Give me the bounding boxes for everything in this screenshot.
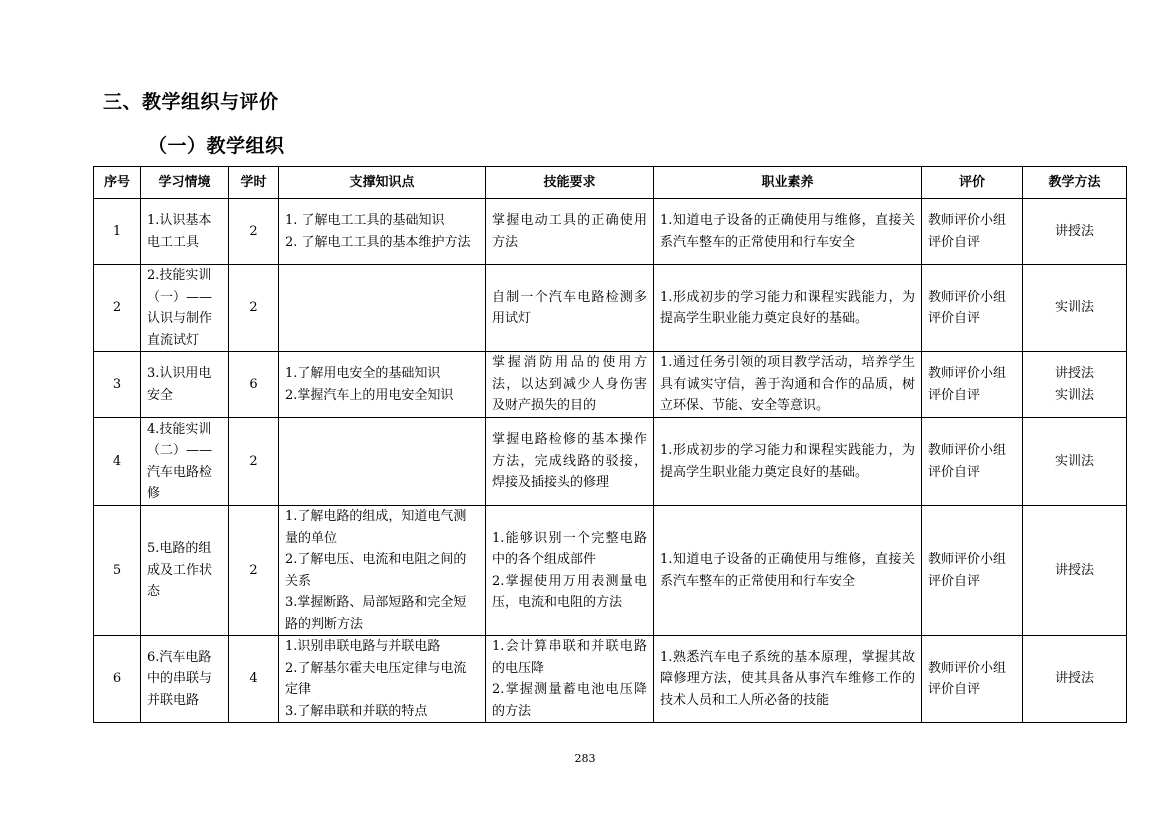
skills-cell	[486, 418, 654, 506]
knowledge-cell	[279, 265, 486, 352]
hours-cell: 2	[229, 418, 279, 506]
method-line: 讲授法	[1054, 366, 1094, 381]
skills-line: 1.能够识别一个完整电路中的各个组成部件	[492, 530, 647, 567]
skills-line: 1.会计算串联和并联电路的电压降	[492, 639, 647, 676]
method-line: 讲授法	[1054, 671, 1094, 687]
hours-cell: 2	[229, 506, 279, 636]
evaluation-cell: 教师评价小组评价自评	[922, 636, 1023, 723]
skills-cell	[486, 506, 654, 636]
hours-cell: 6	[229, 352, 279, 418]
skills-cell	[486, 636, 654, 723]
evaluation-cell: 教师评价小组评价自评	[922, 199, 1023, 265]
knowledge-line: 2.掌握汽车上的用电安全知识	[285, 387, 454, 403]
table-header-row	[94, 167, 1127, 199]
hours-cell: 2	[229, 199, 279, 265]
header-cell: 学习情境	[141, 167, 229, 199]
table-row	[94, 199, 1127, 265]
header-cell: 学时	[229, 167, 279, 199]
method-cell	[1023, 199, 1127, 265]
skills-cell	[486, 265, 654, 352]
knowledge-line: 3.了解串联和并联的特点	[285, 703, 428, 719]
context-cell: 2.技能实训（一）——认识与制作直流试灯	[141, 265, 229, 352]
table-row	[94, 265, 1127, 352]
method-line: 讲授法	[1054, 223, 1094, 239]
skills-cell	[486, 352, 654, 418]
row-number-cell: 3	[94, 352, 141, 418]
table-row	[94, 352, 1127, 418]
knowledge-cell	[279, 352, 486, 418]
context-cell: 4.技能实训（二）——汽车电路检修	[141, 418, 229, 506]
method-cell	[1023, 265, 1127, 352]
quality-cell: 1.通过任务引领的项目教学活动，培养学生具有诚实守信，善于沟通和合作的品质，树立环保、节能、安全等意识。	[654, 352, 922, 418]
quality-cell: 1.形成初步的学习能力和课程实践能力，为提高学生职业能力奠定良好的基础。	[654, 265, 922, 352]
row-number-cell: 4	[94, 418, 141, 506]
table-row	[94, 506, 1127, 636]
header-cell: 职业素养	[654, 167, 922, 199]
header-cell: 序号	[94, 167, 141, 199]
context-cell: 1.认识基本电工工具	[141, 199, 229, 265]
quality-cell: 1.熟悉汽车电子系统的基本原理，掌握其故障修理方法，使其具备从事汽车维修工作的技术人员和工人所必备的技能	[654, 636, 922, 723]
method-line: 讲授法	[1054, 562, 1094, 578]
table-row	[94, 636, 1127, 723]
knowledge-cell	[279, 199, 486, 265]
knowledge-cell	[279, 506, 486, 636]
header-cell: 教学方法	[1023, 167, 1127, 199]
row-number-cell: 6	[94, 636, 141, 723]
knowledge-line: 1.了解电路的组成，知道电气测量的单位	[285, 509, 467, 546]
subsection-heading: （一）教学组织	[148, 135, 285, 157]
method-cell	[1023, 506, 1127, 636]
knowledge-line: 1.识别串联电路与并联电路	[285, 639, 441, 654]
method-line: 实训法	[1054, 300, 1094, 316]
header-cell: 支撑知识点	[279, 167, 486, 199]
method-cell	[1023, 418, 1127, 506]
evaluation-cell: 教师评价小组评价自评	[922, 352, 1023, 418]
method-line: 实训法	[1054, 453, 1094, 469]
knowledge-line: 1. 了解电工工具的基础知识	[285, 213, 445, 228]
context-cell: 3.认识用电安全	[141, 352, 229, 418]
knowledge-line: 3.掌握断路、局部短路和完全短路的判断方法	[285, 595, 467, 632]
skills-line: 掌握电动工具的正确使用方法	[492, 213, 647, 250]
knowledge-line: 2.了解电压、电流和电阻之间的关系	[285, 552, 467, 589]
skills-line: 自制一个汽车电路检测多用试灯	[492, 289, 647, 326]
quality-cell: 1.知道电子设备的正确使用与维修，直接关系汽车整车的正常使用和行车安全	[654, 199, 922, 265]
knowledge-line: 2.了解基尔霍夫电压定律与电流定律	[285, 660, 467, 697]
evaluation-cell: 教师评价小组评价自评	[922, 506, 1023, 636]
knowledge-cell	[279, 418, 486, 506]
context-cell: 6.汽车电路中的串联与并联电路	[141, 636, 229, 723]
teaching-organization-table	[93, 166, 1127, 723]
quality-cell: 1.形成初步的学习能力和课程实践能力，为提高学生职业能力奠定良好的基础。	[654, 418, 922, 506]
skills-line: 2.掌握测量蓄电池电压降的方法	[492, 682, 647, 719]
method-line: 实训法	[1054, 387, 1094, 403]
method-cell	[1023, 352, 1127, 418]
row-number-cell: 5	[94, 506, 141, 636]
page-number: 283	[574, 752, 596, 765]
evaluation-cell: 教师评价小组评价自评	[922, 265, 1023, 352]
header-cell: 评价	[922, 167, 1023, 199]
quality-cell: 1.知道电子设备的正确使用与维修，直接关系汽车整车的正常使用和行车安全	[654, 506, 922, 636]
hours-cell: 2	[229, 265, 279, 352]
evaluation-cell: 教师评价小组评价自评	[922, 418, 1023, 506]
skills-line: 掌握电路检修的基本操作方法，完成线路的驳接，焊接及插接头的修理	[492, 432, 647, 491]
knowledge-line: 2. 了解电工工具的基本维护方法	[285, 234, 471, 250]
header-cell: 技能要求	[486, 167, 654, 199]
table-row	[94, 418, 1127, 506]
skills-line: 掌握消防用品的使用方法，以达到减少人身伤害及财产损失的目的	[492, 355, 647, 414]
knowledge-line: 1.了解用电安全的基础知识	[285, 366, 441, 381]
skills-line: 2.掌握使用万用表测量电压，电流和电阻的方法	[492, 573, 647, 610]
row-number-cell: 2	[94, 265, 141, 352]
row-number-cell: 1	[94, 199, 141, 265]
skills-cell	[486, 199, 654, 265]
knowledge-cell	[279, 636, 486, 723]
hours-cell: 4	[229, 636, 279, 723]
context-cell: 5.电路的组成及工作状态	[141, 506, 229, 636]
method-cell	[1023, 636, 1127, 723]
section-heading: 三、教学组织与评价	[103, 91, 279, 113]
